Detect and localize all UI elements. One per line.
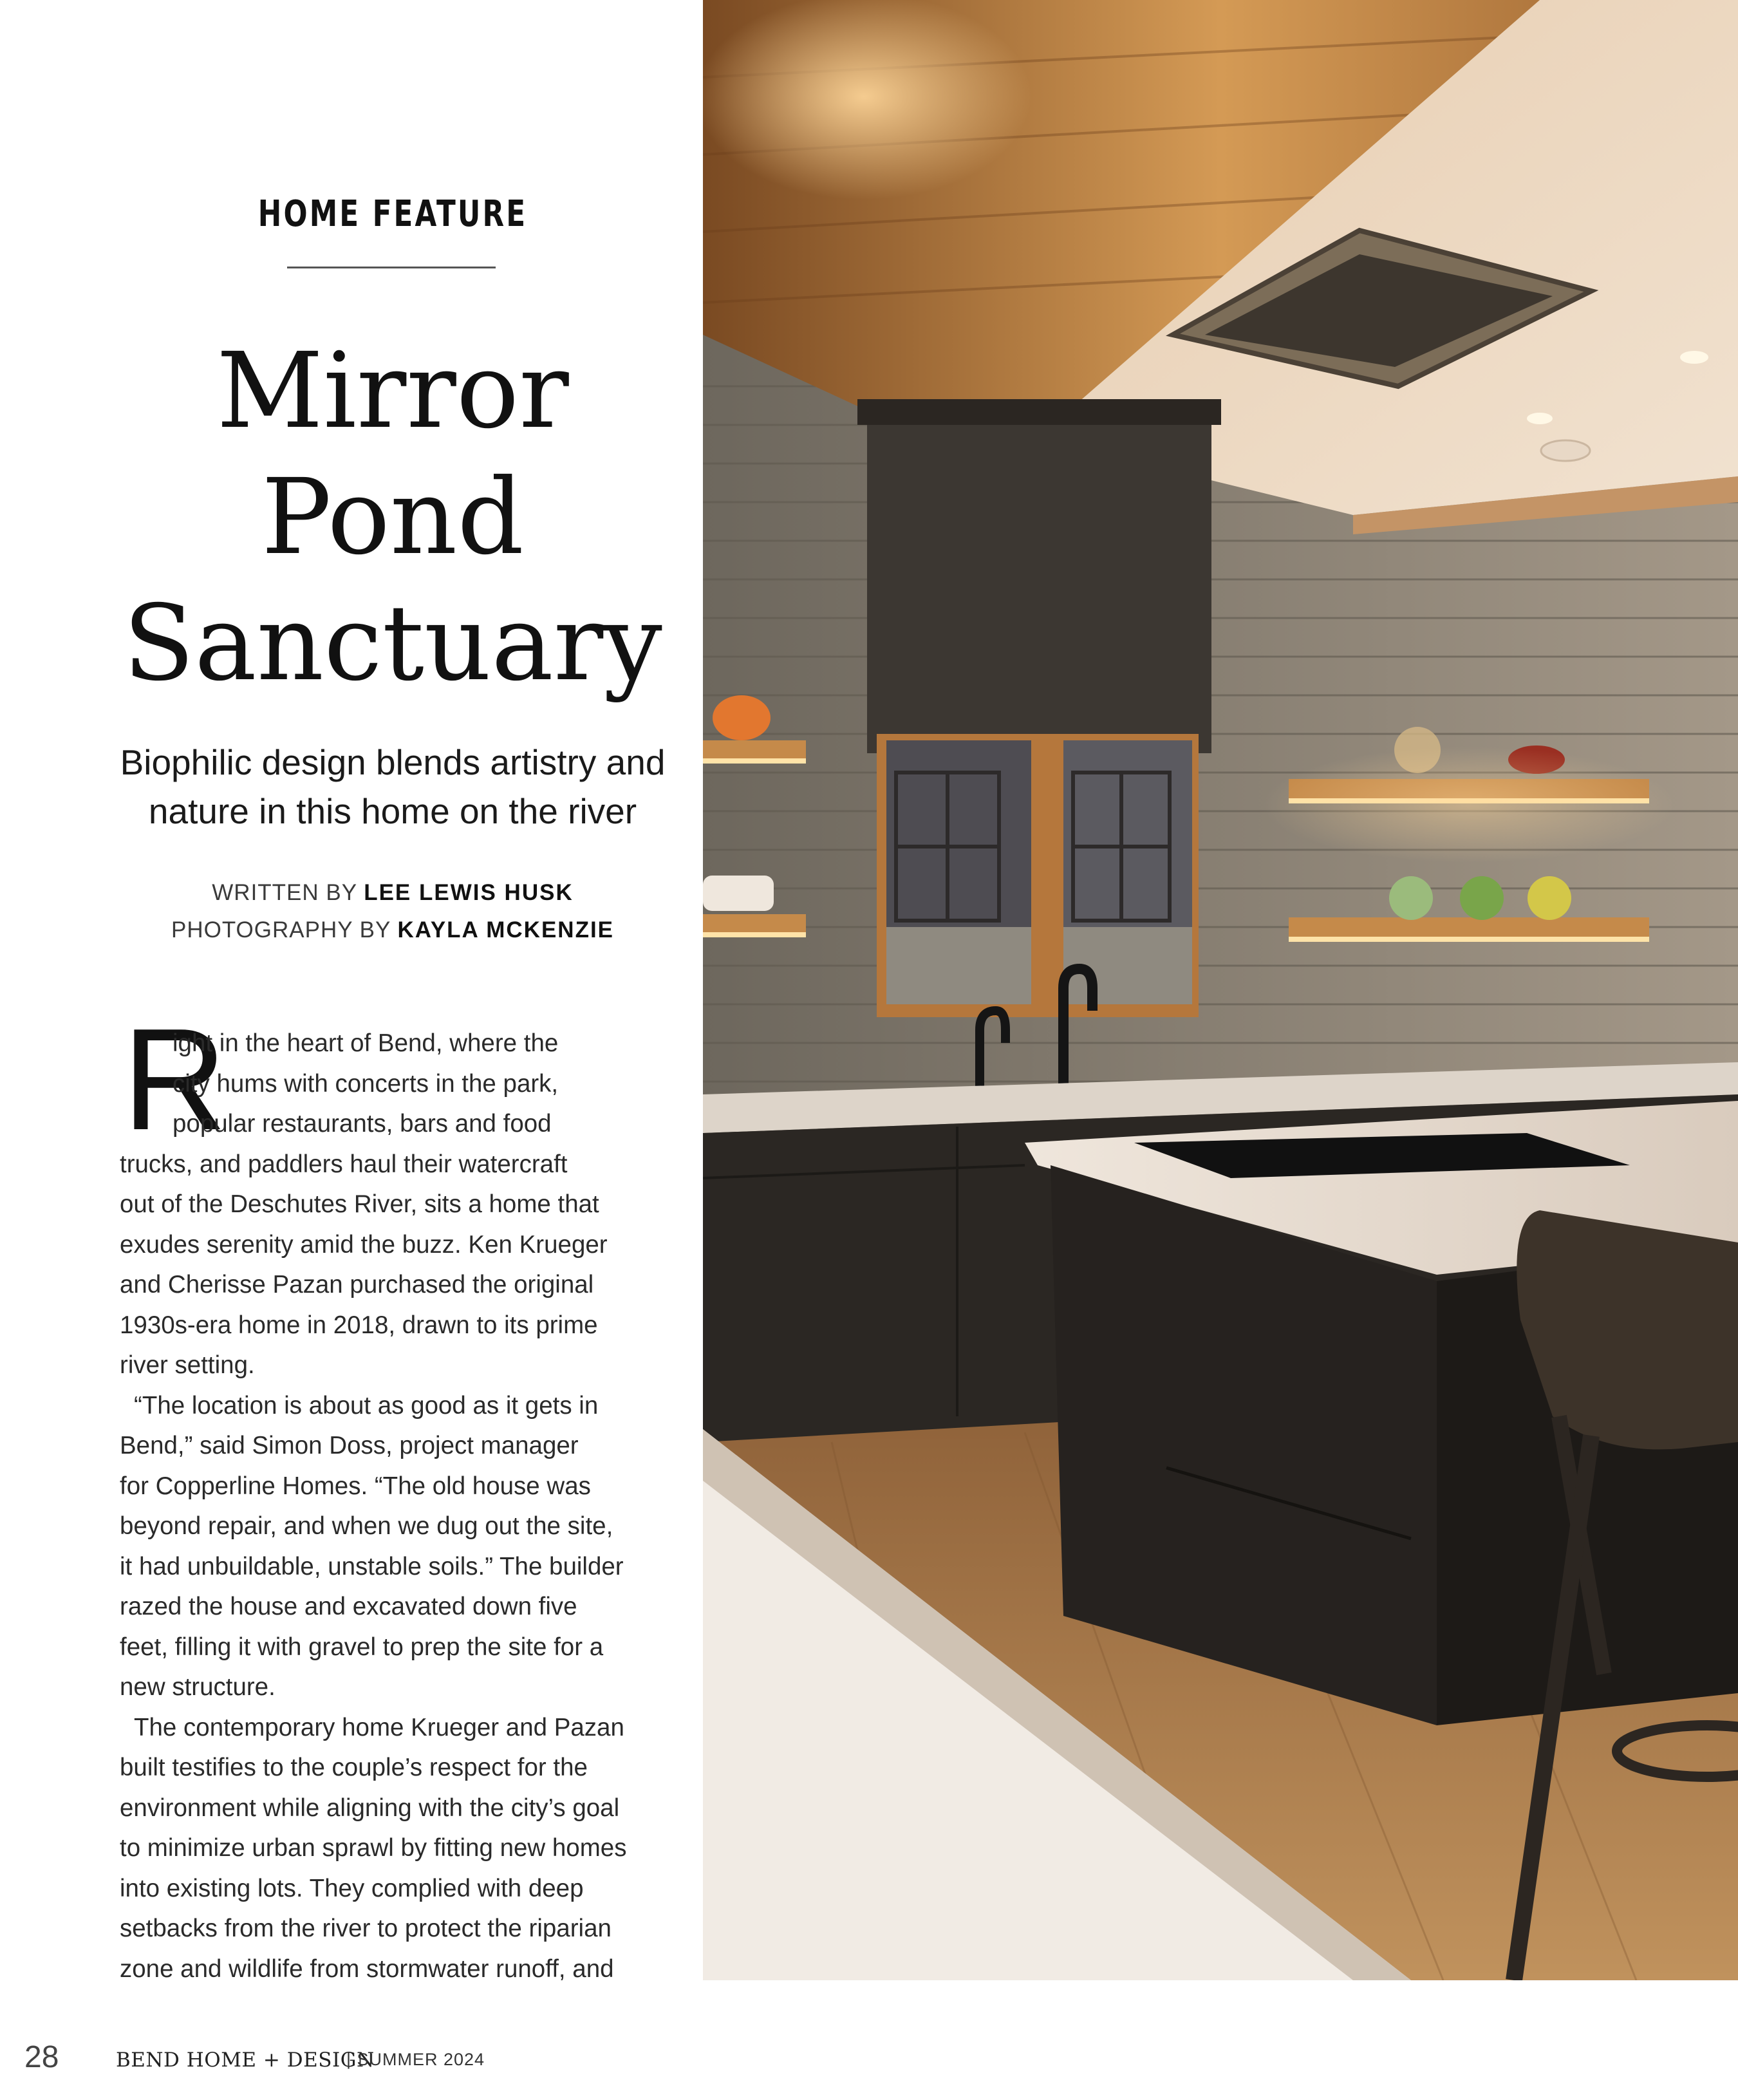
body-line: into existing lots. They complied with deep xyxy=(120,1874,584,1902)
body-line: razed the house and excavated down five xyxy=(120,1593,577,1620)
headline-line: Sanctuary xyxy=(123,583,662,704)
body-line: new structure. xyxy=(120,1673,276,1701)
byline xyxy=(103,874,682,949)
body-line: The contemporary home Krueger and Pazan xyxy=(134,1713,624,1741)
body-line: 1930s-era home in 2018, drawn to its prime xyxy=(120,1311,598,1339)
headline xyxy=(0,328,785,707)
body-line: “The location is about as good as it gets in xyxy=(134,1391,599,1420)
section-divider xyxy=(287,267,496,268)
page-footer xyxy=(24,2039,668,2078)
deck-line: Biophilic design blends artistry and xyxy=(120,742,666,782)
body-line: setbacks from the river to protect the riparian xyxy=(120,1915,612,1942)
body-line: exudes serenity amid the buzz. Ken Krueger xyxy=(120,1230,608,1259)
drop-cap: R xyxy=(122,998,227,1160)
body-line: out of the Deschutes River, sits a home that xyxy=(120,1190,599,1218)
body-line: built testifies to the couple’s respect for the xyxy=(120,1754,588,1781)
body-line: popular restaurants, bars and food xyxy=(173,1110,552,1138)
body-line: river setting. xyxy=(120,1351,255,1379)
masthead: BEND HOME + DESIGN xyxy=(116,2048,375,2072)
body-line: for Copperline Homes. “The old house was xyxy=(120,1472,591,1500)
body-line: ight in the heart of Bend, where the xyxy=(173,1029,559,1057)
headline-line: Pond xyxy=(261,457,524,578)
body-line: city hums with concerts in the park, xyxy=(173,1069,559,1098)
article-column xyxy=(0,0,703,2100)
deck xyxy=(90,738,695,836)
body-line: feet, filling it with gravel to prep the site for a xyxy=(120,1633,604,1661)
issue-date: | SUMMER 2024 xyxy=(346,2050,485,2069)
article-body xyxy=(120,1024,667,1989)
body-line: environment while aligning with the city’s goal xyxy=(120,1794,620,1822)
body-line: it had unbuildable, unstable soils.” The builder xyxy=(120,1552,624,1580)
body-line: and Cherisse Pazan purchased the original xyxy=(120,1271,594,1298)
kitchen-photo xyxy=(703,0,1738,1980)
photography-by-label: PHOTOGRAPHY BY xyxy=(171,917,391,942)
body-line: zone and wildlife from stormwater runoff, and xyxy=(120,1955,614,1983)
written-by-label: WRITTEN BY xyxy=(212,880,357,905)
body-line: Bend,” said Simon Doss, project manager xyxy=(120,1432,579,1459)
deck-line: nature in this home on the river xyxy=(148,791,637,831)
body-line: to minimize urban sprawl by fitting new homes xyxy=(120,1834,627,1862)
section-label: HOME FEATURE xyxy=(257,193,528,235)
page-number: 28 xyxy=(24,2040,59,2074)
headline-line: Mirror xyxy=(216,331,569,452)
body-line: beyond repair, and when we dug out the site, xyxy=(120,1512,613,1540)
photo-credit xyxy=(103,912,682,949)
author-credit xyxy=(103,874,682,912)
photographer-name: KAYLA MCKENZIE xyxy=(397,917,615,942)
body-line: trucks, and paddlers haul their watercraft xyxy=(120,1150,568,1178)
author-name: LEE LEWIS HUSK xyxy=(364,880,574,905)
